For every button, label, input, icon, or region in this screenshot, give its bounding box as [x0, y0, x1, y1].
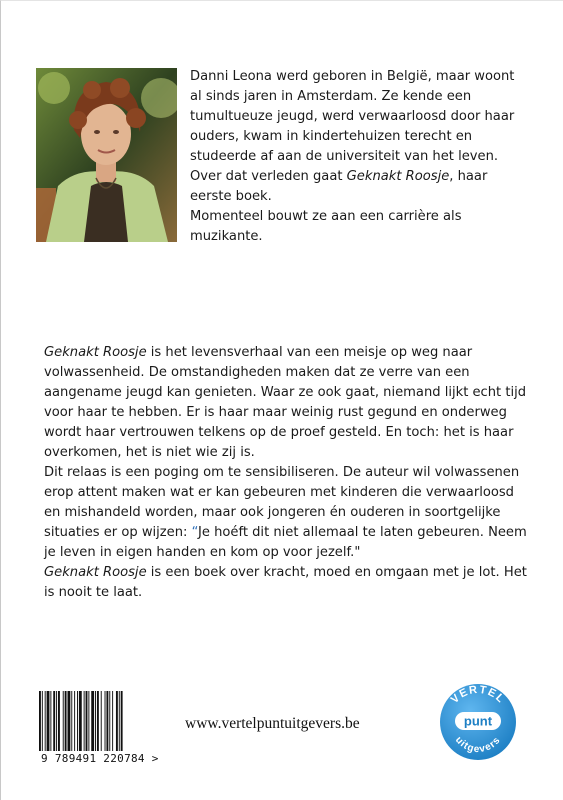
author-photo	[36, 68, 177, 242]
bio-current: Momenteel bouwt ze aan een carrière als muzikante.	[190, 209, 462, 244]
barcode-bar	[97, 691, 99, 751]
book-title: Geknakt Roosje	[44, 565, 147, 580]
svg-text:punt: punt	[463, 713, 493, 729]
description-paragraph-3: Geknakt Roosje is een boek over kracht, moed en omgaan met je lot. Het is nooit te laat.	[44, 565, 527, 600]
vertelpunt-logo-icon	[437, 681, 519, 763]
barcode-bar	[71, 691, 72, 751]
barcode-bar	[91, 691, 94, 751]
description-paragraph-2: Dit relaas is een poging om te sensibiliseren. De auteur wil volwassenen erop attent maken wat er kan gebeuren met kinderen die verwaarloosd en mishandeld worden, maar ook jongeren én ouderen in soortgelijke situaties er op wijzen: “Je hoéft dit niet allemaal te laten gebeuren. Neem je leven in eigen handen en kom op voor jezelf."	[44, 465, 527, 560]
publisher-url[interactable]: www.vertelpuntuitgevers.be	[185, 715, 360, 732]
description-paragraph-1: Geknakt Roosje is het levensverhaal van een meisje op weg naar volwassenheid. De omstandigheden maken dat ze verre van een aangename jeugd kan genieten. Waar ze ook gaat, niemand lijkt echt tijd voor haar te hebben. Er is haar maar weinig rust gegund en onderweg wordt haar vertrouwen telkens op de proef gesteld. En toch: het is haar overkomen, het is niet wie zij is.	[44, 345, 527, 460]
barcode-bar	[47, 691, 50, 751]
barcode-bar	[112, 691, 113, 751]
barcode-bar	[121, 691, 123, 751]
author-portrait-image	[36, 68, 177, 242]
barcode-bar	[56, 691, 57, 751]
barcode-bar	[101, 691, 102, 751]
barcode-bar	[58, 691, 60, 751]
barcode-bar	[95, 691, 96, 751]
svg-text:uitgevers: uitgevers	[452, 734, 504, 756]
barcode-bar	[84, 691, 85, 751]
svg-text:VERTEL: VERTEL	[448, 683, 508, 707]
barcode-bar	[105, 691, 106, 751]
barcode-bar	[116, 691, 118, 751]
barcode-bar	[106, 691, 108, 751]
author-bio	[190, 67, 525, 247]
barcode-bar	[86, 691, 88, 751]
barcode-bar	[119, 691, 120, 751]
bio-intro: Danni Leona werd geboren in België, maar woont al sinds jaren in Amsterdam. Ze kende een tumultueuze jeugd, werd verwaarloosd door haar ouders, kwam in kindertehuizen terecht en studeerde af aan de universiteit van het leven.	[190, 69, 515, 164]
isbn-number: 9 789491 220784 >	[41, 752, 159, 765]
barcode-bar	[74, 691, 75, 751]
bio-book-line: Over dat verleden gaat Geknakt Roosje, haar eerste boek.	[190, 169, 488, 204]
barcode-bar	[39, 691, 41, 751]
barcode-bar	[109, 691, 110, 751]
barcode-bars	[38, 691, 150, 753]
barcode-bar	[77, 691, 78, 751]
quote-mark: “	[191, 525, 198, 540]
barcode-bar	[65, 691, 67, 751]
barcode-bar	[42, 691, 43, 751]
barcode-bar	[45, 691, 46, 751]
publisher-logo	[437, 681, 519, 763]
barcode-bar	[50, 691, 51, 751]
barcode-bar	[68, 691, 71, 751]
barcode-bar	[79, 691, 82, 751]
book-description	[44, 343, 530, 603]
barcode-bar	[88, 691, 89, 751]
barcode-bar	[63, 691, 64, 751]
book-title: Geknakt Roosje	[44, 345, 147, 360]
quote-text: Je hoéft dit niet allemaal te laten gebeuren. Neem je leven in eigen handen en kom op voor jezelf."	[44, 525, 527, 560]
barcode-bar	[53, 691, 55, 751]
book-title: Geknakt Roosje	[346, 169, 450, 184]
